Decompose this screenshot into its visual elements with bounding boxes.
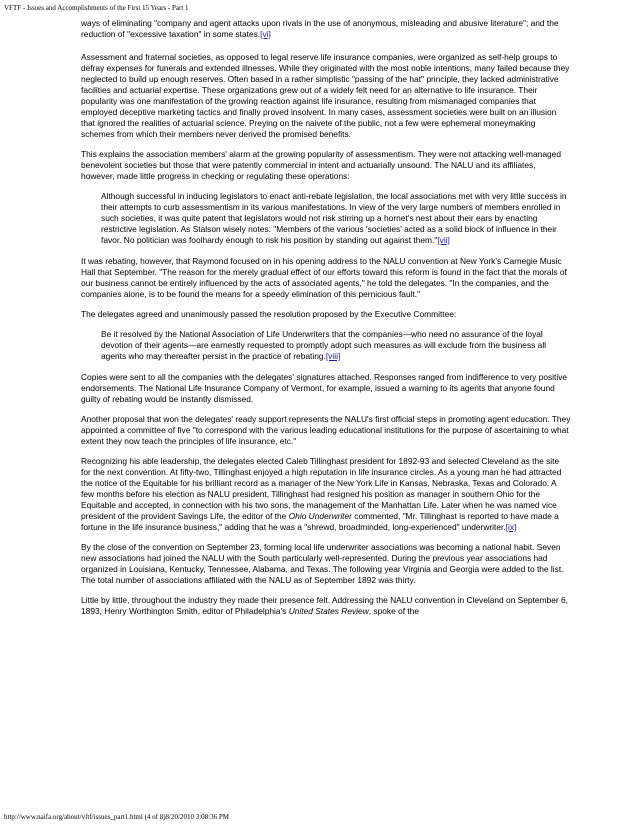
paragraph: The delegates agreed and unanimously passed the resolution proposed by the Executive Committee: [81,309,457,319]
publication-title: Ohio Underwriter [288,511,352,521]
paragraph-text: Recognizing his able leadership, the delegates elected Caleb Tillinghast president for 1892-93 and selected Cleveland as the site for the next convention. At fifty-two, Tillinghast enjoyed a high reputation in life insurance circles. As a young man he had attracted the notice of the Equitable for his brilliant record as a manager of the New York Life in Kansas, Nebraska, Texas and Colorado. A few months before his election as NALU president, Tillinghast had resigned his position as manager in southern Ohio for the Equitable and accepted, in connection with his two sons, the management of the Manhattan Life. Later when he was named vice president of the provident Savings Life, the editor of the [81,456,562,521]
page-header: VFTF - Issues and Accomplishments of the First 15 Years - Part 1 [4,4,189,12]
paragraph-text: Little by little, throughout the industry they made their presence felt. Addressing the NALU convention in Cleveland on September 6, 1893, Henry Worthington Smith, editor of Philadelphia's [81,595,568,616]
footnote-link-vi[interactable]: [vi] [260,29,271,39]
paragraph [81,456,571,533]
footnote-link-viii[interactable]: [viii] [325,351,341,361]
paragraph: It was rebating, however, that Raymond focused on in his opening address to the NALU convention at New York's Carnegie Music Hall that September. "The reason for the merely gradual effect of our efforts toward this reform is found in the fact that the morals of our business cannot be entirely influenced by the acts of associated agents," he told the delegates. "In the companies, and the companies alone, is to be found the means for a speedy elimination of this pernicious fault." [81,256,567,299]
quote-text: Although successful in inducing legislators to enact anti-rebate legislation, the local associations met with very little success in their attempts to curb assessmentism in its various manifestations. In view of the very large numbers of members enrolled in such societies, it was quite patent that legislators would not risk stirring up a hornet's nest about their ears by enacting restrictive legislation. As Stalson wisely notes: "Members of the various 'societies' acted as a solid block of influence in their favor. No politician was foolhardy enough to risk his position by standing out against them." [101,191,567,245]
paragraph: Another proposal that won the delegates' ready support represents the NALU's first official steps in promoting agent education. They appointed a committee of five "to correspond with the various leading educational institutions for the purpose of ascertaining to what extent they now teach the principles of life insurance, etc." [81,414,571,446]
quote-text: Be it resolved by the National Association of Life Underwriters that the companies—who need no assurance of the loyal devotion of their agents—are earnestly requested to promptly adopt such measures as will exclude from the business all agents who may thereafter persist in the practice of rebating. [101,329,547,361]
footnote-link-vii[interactable]: [vii] [437,235,450,245]
paragraph [81,18,571,40]
block-quote [81,191,571,246]
block-quote [81,329,571,362]
paragraph-text: commented, "Mr. Tillinghast is reported to have made a fortune in the life insurance business," adding that he was a "shrewd, broadminded, long-experienced" underwriter. [81,511,559,532]
paragraph-text: , spoke of the [368,606,420,616]
paragraph-text: ways of eliminating "company and agent attacks upon rivals in the use of anonymous, misleading and abusive literature"; and the reduction of "excessive taxation" in some states. [81,18,559,39]
paragraph: Assessment and fraternal societies, as opposed to legal reserve life insurance companies, were organized as self-help groups to defray expenses for funerals and extended illnesses. While they originated with the most noble intentions, many failed because they neglected to build up enough reserves. Often based in a rather simplistic "passing of the hat" principle, they lacked administrative facilities and actuarial expertise. These organizations grew out of a widely felt need for an alternative to life insurance. Their popularity was one manifestation of the growing reaction against life insurance, resulting from mismanaged companies that employed deceptive marketing tactics and finally proved insolvent. In many cases, assessment societies were built on an illusion that ignored the realities of actuarial science. Preying on the naivete of the public, not a few were ephemeral moneymaking schemes from which their members never derived the promised benefits. [81,52,570,139]
paragraph: Copies were sent to all the companies with the delegates' signatures attached. Responses ranged from indifference to very positive endorsements. The National Life Insurance Company of Vermont, for example, issued a warning to its agents that anyone found guilty of rebating would be instantly dismissed. [81,372,568,404]
page-footer: http://www.naifa.org/about/vftf/issues_part1.html (4 of 8)8/20/2010 3:08:36 PM [4,813,229,821]
paragraph: This explains the association members' alarm at the growing popularity of assessmentism. They were not attacking well-managed benevolent societies but those that were patently commercial in intent and actuarially unsound. The NALU and its affiliates, however, made little progress in checking or regulating these operations: [81,149,561,181]
paragraph: By the close of the convention on September 23, forming local life underwriter associations was becoming a national habit. Seven new associations had joined the NALU with the South particularly well-represented. During the previous year associations had organized in Louisiana, Kentucky, Tennessee, Alabama, and Texas. The following year Virginia and Georgia were added to the list. The total number of associations affiliated with the NALU as of September 1892 was thirty. [81,542,564,585]
paragraph [81,595,571,617]
publication-title: United States Review [288,606,369,616]
footnote-link-ix[interactable]: [ix] [505,522,517,532]
article-body [81,18,571,626]
